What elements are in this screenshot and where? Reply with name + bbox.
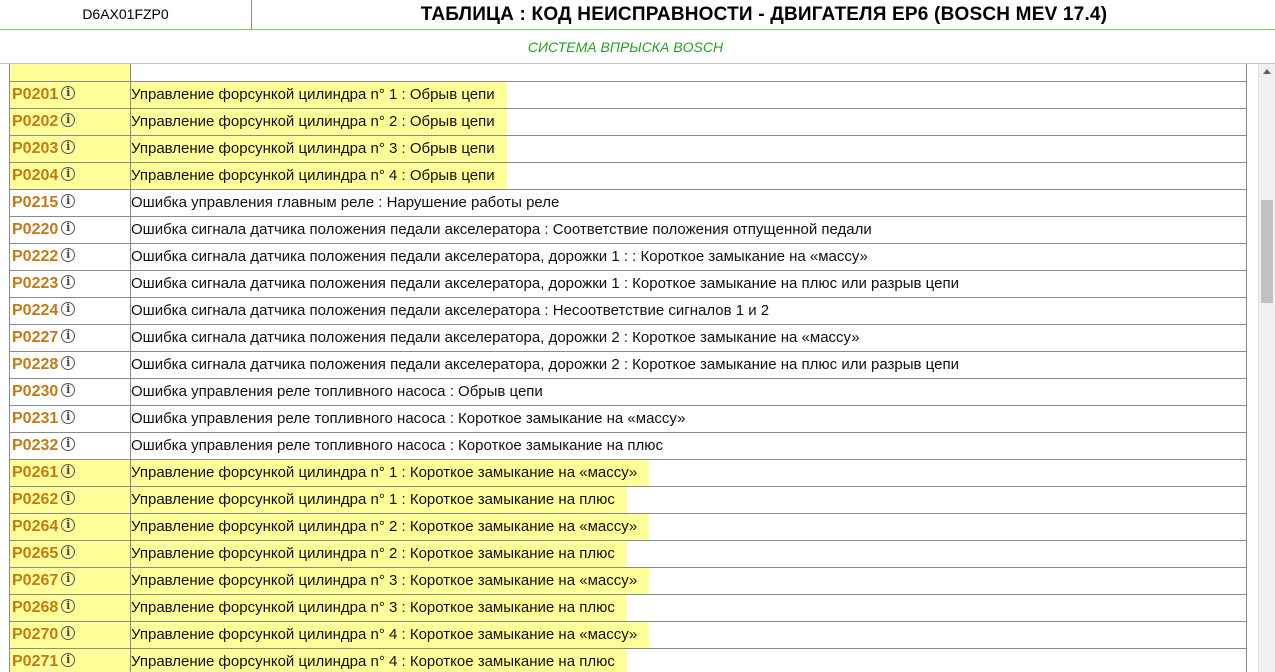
fault-description: Управление форсункой цилиндра n° 4 : Короткое замыкание на «массу» bbox=[131, 622, 649, 648]
fault-description: Ошибка управления реле топливного насоса : Короткое замыкание на «массу» bbox=[131, 410, 686, 427]
fault-code-link[interactable]: P0271 bbox=[12, 652, 59, 670]
info-icon[interactable]: i bbox=[61, 653, 75, 667]
fault-description-cell bbox=[131, 568, 1247, 595]
document-id: D6AX01FZP0 bbox=[0, 0, 252, 29]
fault-description: Ошибка управления реле топливного насоса : Обрыв цепи bbox=[131, 383, 543, 400]
fault-code-link[interactable]: P0232 bbox=[12, 436, 59, 454]
info-icon[interactable]: i bbox=[61, 464, 75, 478]
info-icon[interactable]: i bbox=[61, 86, 75, 100]
system-subtitle: СИСТЕМА ВПРЫСКА BOSCH bbox=[0, 30, 1275, 64]
fault-code-cell bbox=[10, 136, 131, 163]
fault-description: Управление форсункой цилиндра n° 3 : Обрыв цепи bbox=[131, 136, 507, 162]
vertical-scrollbar[interactable] bbox=[1258, 64, 1275, 672]
fault-description-cell bbox=[131, 190, 1247, 217]
fault-description: Управление форсункой цилиндра n° 4 : Обрыв цепи bbox=[131, 163, 507, 189]
fault-description-cell bbox=[131, 82, 1247, 109]
fault-code-link[interactable]: P0270 bbox=[12, 625, 59, 643]
fault-code-cell bbox=[10, 460, 131, 487]
fault-description-cell bbox=[131, 244, 1247, 271]
fault-description-cell bbox=[131, 487, 1247, 514]
fault-description-cell bbox=[131, 298, 1247, 325]
table-row bbox=[10, 136, 1247, 163]
fault-description-cell bbox=[131, 514, 1247, 541]
fault-description: Управление форсункой цилиндра n° 3 : Короткое замыкание на плюс bbox=[131, 595, 627, 621]
table-row bbox=[10, 379, 1247, 406]
fault-description-cell bbox=[131, 352, 1247, 379]
fault-description: Управление форсункой цилиндра n° 4 : Короткое замыкание на плюс bbox=[131, 649, 627, 672]
fault-code-cell bbox=[10, 109, 131, 136]
info-icon[interactable]: i bbox=[61, 194, 75, 208]
scroll-thumb[interactable] bbox=[1261, 200, 1273, 303]
fault-description: Ошибка сигнала датчика положения педали акселератора : Несоответствие сигналов 1 и 2 bbox=[131, 302, 770, 319]
table-row bbox=[10, 568, 1247, 595]
info-icon[interactable]: i bbox=[61, 383, 75, 397]
info-icon[interactable]: i bbox=[61, 599, 75, 613]
fault-code-cell bbox=[10, 406, 131, 433]
fault-description: Ошибка сигнала датчика положения педали акселератора, дорожки 2 : Короткое замыкание на плюс или разрыв цепи bbox=[131, 356, 959, 373]
fault-code-cell bbox=[10, 82, 131, 109]
info-icon[interactable]: i bbox=[61, 356, 75, 370]
scroll-up-arrow-icon[interactable] bbox=[1263, 69, 1271, 74]
table-row bbox=[10, 325, 1247, 352]
table-row bbox=[10, 433, 1247, 460]
fault-code-link[interactable]: P0202 bbox=[12, 112, 59, 130]
fault-description-cell bbox=[131, 379, 1247, 406]
fault-description: Ошибка управления главным реле : Нарушение работы реле bbox=[131, 194, 560, 211]
page-title: ТАБЛИЦА : КОД НЕИСПРАВНОСТИ - ДВИГАТЕЛЯ EP6 (BOSCH MEV 17.4) bbox=[420, 4, 1108, 25]
fault-code-cell bbox=[10, 649, 131, 672]
fault-code-cell bbox=[10, 271, 131, 298]
fault-code-cell bbox=[10, 244, 131, 271]
fault-description-cell bbox=[131, 595, 1247, 622]
info-icon[interactable]: i bbox=[61, 113, 75, 127]
fault-description-cell bbox=[131, 325, 1247, 352]
fault-description: Ошибка сигнала датчика положения педали акселератора, дорожки 2 : Короткое замыкание на «массу» bbox=[131, 329, 860, 346]
fault-description-cell bbox=[131, 217, 1247, 244]
fault-code-link[interactable]: P0203 bbox=[12, 139, 59, 157]
table-row bbox=[10, 217, 1247, 244]
fault-code-cell bbox=[10, 379, 131, 406]
fault-description: Ошибка сигнала датчика положения педали акселератора, дорожки 1 : : Короткое замыкание на «массу» bbox=[131, 248, 868, 265]
fault-code-cell bbox=[10, 487, 131, 514]
fault-code-link[interactable]: P0227 bbox=[12, 328, 59, 346]
info-icon[interactable]: i bbox=[61, 572, 75, 586]
fault-description-cell bbox=[131, 622, 1247, 649]
fault-description: Ошибка сигнала датчика положения педали акселератора, дорожки 1 : Короткое замыкание на плюс или разрыв цепи bbox=[131, 275, 959, 292]
fault-code-cell bbox=[10, 514, 131, 541]
fault-code-cell bbox=[10, 217, 131, 244]
info-icon[interactable]: i bbox=[61, 491, 75, 505]
table-row bbox=[10, 64, 1247, 82]
fault-description-cell bbox=[131, 460, 1247, 487]
fault-code-link[interactable]: P0215 bbox=[12, 193, 59, 211]
fault-description: Управление форсункой цилиндра n° 1 : Короткое замыкание на плюс bbox=[131, 487, 627, 513]
fault-description: Ошибка управления реле топливного насоса : Короткое замыкание на плюс bbox=[131, 437, 664, 454]
table-row bbox=[10, 82, 1247, 109]
fault-code-link[interactable]: P0231 bbox=[12, 409, 59, 427]
fault-code-link[interactable]: P0228 bbox=[12, 355, 59, 373]
fault-code-cell bbox=[10, 541, 131, 568]
fault-code-cell bbox=[10, 298, 131, 325]
fault-description: Управление форсункой цилиндра n° 1 : Обрыв цепи bbox=[131, 82, 507, 108]
info-icon[interactable]: i bbox=[61, 302, 75, 316]
fault-description: Управление форсункой цилиндра n° 2 : Короткое замыкание на плюс bbox=[131, 541, 627, 567]
fault-description-cell bbox=[131, 433, 1247, 460]
table-row bbox=[10, 595, 1247, 622]
table-row bbox=[10, 352, 1247, 379]
fault-description-cell bbox=[131, 541, 1247, 568]
info-icon[interactable]: i bbox=[61, 275, 75, 289]
table-row bbox=[10, 406, 1247, 433]
fault-description: Управление форсункой цилиндра n° 3 : Короткое замыкание на «массу» bbox=[131, 568, 649, 594]
table-row bbox=[10, 190, 1247, 217]
fault-table-viewport bbox=[0, 64, 1258, 672]
fault-code-link[interactable]: P0201 bbox=[12, 85, 59, 103]
fault-description: Ошибка сигнала датчика положения педали акселератора : Соответствие положения отпущенной педали bbox=[131, 221, 872, 238]
info-icon[interactable]: i bbox=[61, 437, 75, 451]
info-icon[interactable]: i bbox=[61, 329, 75, 343]
info-icon[interactable]: i bbox=[61, 140, 75, 154]
table-row bbox=[10, 487, 1247, 514]
info-icon[interactable]: i bbox=[61, 221, 75, 235]
table-row bbox=[10, 271, 1247, 298]
fault-description-cell bbox=[131, 109, 1247, 136]
fault-description-cell bbox=[131, 271, 1247, 298]
fault-code-link[interactable]: P0267 bbox=[12, 571, 59, 589]
fault-code-link[interactable]: P0262 bbox=[12, 490, 59, 508]
fault-code-cell bbox=[10, 352, 131, 379]
table-row bbox=[10, 541, 1247, 568]
fault-code-link[interactable]: P0261 bbox=[12, 463, 59, 481]
fault-code-cell bbox=[10, 433, 131, 460]
fault-code-cell bbox=[10, 190, 131, 217]
fault-description-cell bbox=[131, 649, 1247, 672]
fault-code-link[interactable]: P0265 bbox=[12, 544, 59, 562]
fault-code-cell bbox=[10, 325, 131, 352]
fault-code-link[interactable]: P0204 bbox=[12, 166, 59, 184]
table-row bbox=[10, 622, 1247, 649]
table-row bbox=[10, 460, 1247, 487]
info-icon[interactable]: i bbox=[61, 545, 75, 559]
fault-description: Управление форсункой цилиндра n° 2 : Короткое замыкание на «массу» bbox=[131, 514, 649, 540]
info-icon[interactable]: i bbox=[61, 248, 75, 262]
fault-code-link[interactable]: P0222 bbox=[12, 247, 59, 265]
fault-description-cell bbox=[131, 406, 1247, 433]
table-row bbox=[10, 298, 1247, 325]
table-row bbox=[10, 649, 1247, 672]
fault-code-table bbox=[9, 64, 1247, 672]
fault-description: Управление форсункой цилиндра n° 2 : Обрыв цепи bbox=[131, 109, 507, 135]
fault-description-cell bbox=[131, 136, 1247, 163]
fault-code-link[interactable]: P0223 bbox=[12, 274, 59, 292]
fault-code-link[interactable]: P0224 bbox=[12, 301, 59, 319]
fault-description-cell bbox=[131, 64, 1247, 82]
fault-code-link[interactable]: P0220 bbox=[12, 220, 59, 238]
fault-code-cell bbox=[10, 568, 131, 595]
table-row bbox=[10, 109, 1247, 136]
fault-code-cell bbox=[10, 622, 131, 649]
document-header bbox=[0, 0, 1275, 30]
fault-description-cell bbox=[131, 163, 1247, 190]
fault-code-cell bbox=[10, 595, 131, 622]
table-row bbox=[10, 514, 1247, 541]
fault-code-cell bbox=[10, 64, 131, 82]
info-icon[interactable]: i bbox=[61, 410, 75, 424]
info-icon[interactable]: i bbox=[61, 626, 75, 640]
table-row bbox=[10, 163, 1247, 190]
info-icon[interactable]: i bbox=[61, 167, 75, 181]
fault-description: Управление форсункой цилиндра n° 1 : Короткое замыкание на «массу» bbox=[131, 460, 649, 486]
fault-code-link[interactable]: P0264 bbox=[12, 517, 59, 535]
fault-code-link[interactable]: P0230 bbox=[12, 382, 59, 400]
fault-code-cell bbox=[10, 163, 131, 190]
fault-code-link[interactable]: P0268 bbox=[12, 598, 59, 616]
info-icon[interactable]: i bbox=[61, 518, 75, 532]
table-row bbox=[10, 244, 1247, 271]
